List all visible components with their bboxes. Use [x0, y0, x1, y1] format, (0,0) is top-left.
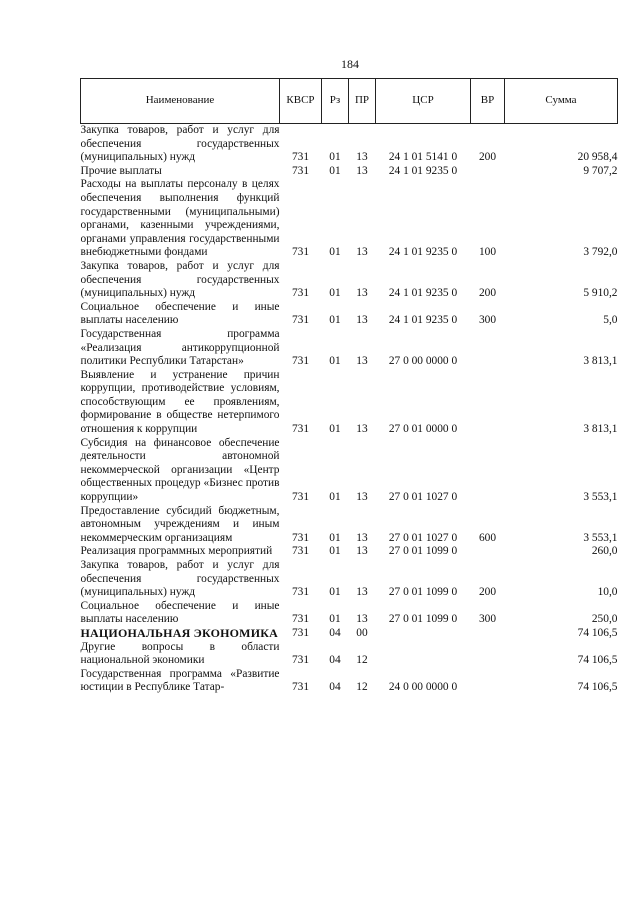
table-row [81, 301, 618, 328]
row-name: Субсидия на финансовое обеспечение деятельности автономной некоммерческой организации «Центр общественных процедур «Бизнес против коррупции» [80, 436, 280, 504]
row-kvsr: 731 [291, 423, 310, 436]
row-sum: 74 106,5 [577, 681, 618, 694]
row-csr [376, 641, 471, 668]
row-kvsr: 731 [291, 586, 310, 599]
row-csr: 24 0 00 0000 0 [388, 681, 458, 694]
row-csr: 27 0 01 1099 0 [388, 545, 458, 558]
table-row [81, 627, 618, 641]
table-row [81, 668, 618, 695]
row-name: Реализация программных мероприятий [80, 545, 273, 558]
row-rz: 01 [329, 491, 341, 504]
row-sum: 74 106,5 [577, 626, 618, 639]
header-name: Наименование [81, 79, 280, 124]
row-pr: 00 [356, 626, 368, 639]
row-rz: 01 [329, 287, 341, 300]
row-name: Предоставление субсидий бюджетным, автономным учреждениям и иным некоммерческим организациям [80, 504, 280, 544]
row-sum: 20 958,4 [577, 151, 618, 164]
row-csr [376, 627, 471, 641]
row-name: Социальное обеспечение и иные выплаты населению [80, 300, 280, 327]
header-vr: ВР [471, 79, 505, 124]
row-name: Другие вопросы в области национальной экономики [80, 640, 280, 667]
row-name: Выявление и устранение причин коррупции, противодействие условиям, способствующим ее проявлениям, формирование в обществе нетерпимого отношения к коррупции [80, 368, 280, 436]
row-vr [471, 369, 505, 437]
row-rz: 01 [329, 545, 341, 558]
row-pr: 13 [356, 164, 368, 177]
row-kvsr: 731 [291, 613, 310, 626]
row-sum: 9 707,2 [583, 164, 618, 177]
row-vr: 100 [478, 246, 497, 259]
row-pr: 13 [356, 586, 368, 599]
row-csr: 27 0 01 1027 0 [388, 491, 458, 504]
row-vr [471, 328, 505, 369]
row-pr: 13 [356, 423, 368, 436]
row-sum: 74 106,5 [577, 654, 618, 667]
table-row [81, 165, 618, 179]
row-csr: 27 0 01 1099 0 [388, 613, 458, 626]
row-vr [471, 545, 505, 559]
row-name: Расходы на выплаты персоналу в целях обеспечения выполнения функций государственными (муниципальными) органами, казенными учреждениями, органами управления государственными внебюджетными фондами [80, 178, 280, 259]
row-kvsr: 731 [291, 287, 310, 300]
row-sum: 3 553,1 [583, 531, 618, 544]
row-rz: 01 [329, 531, 341, 544]
row-csr: 27 0 00 0000 0 [388, 355, 458, 368]
table-row [81, 559, 618, 600]
row-name: Закупка товаров, работ и услуг для обеспечения государственных (муниципальных) нужд [80, 124, 280, 164]
table-header-row [81, 79, 618, 124]
row-rz: 04 [329, 626, 341, 639]
row-vr [471, 627, 505, 641]
row-rz: 04 [329, 654, 341, 667]
row-name: Государственная программа «Реализация антикоррупционной политики Республики Татарстан» [80, 327, 280, 368]
table-row [81, 641, 618, 668]
header-kvsr: КВСР [280, 79, 322, 124]
row-vr: 600 [478, 531, 497, 544]
table-row [81, 124, 618, 165]
row-sum: 3 553,1 [583, 491, 618, 504]
row-pr: 13 [356, 151, 368, 164]
table-row [81, 505, 618, 546]
row-kvsr: 731 [291, 531, 310, 544]
row-sum: 3 813,1 [583, 423, 618, 436]
row-vr: 300 [478, 314, 497, 327]
row-name: Государственная программа «Развитие юстиции в Республике Татар- [80, 667, 280, 694]
row-sum: 3 792,0 [583, 246, 618, 259]
row-pr: 13 [356, 531, 368, 544]
table-row [81, 260, 618, 301]
row-name: Закупка товаров, работ и услуг для обеспечения государственных (муниципальных) нужд [80, 559, 280, 599]
header-rz: Рз [322, 79, 349, 124]
row-pr: 13 [356, 355, 368, 368]
row-vr: 200 [478, 586, 497, 599]
table-row [81, 369, 618, 437]
budget-table [80, 78, 618, 695]
row-pr: 13 [356, 246, 368, 259]
row-rz: 01 [329, 164, 341, 177]
row-pr: 12 [356, 681, 368, 694]
row-vr: 200 [478, 151, 497, 164]
row-sum: 260,0 [591, 545, 618, 558]
row-name: НАЦИОНАЛЬНАЯ ЭКОНОМИКА [80, 625, 279, 640]
table-body [81, 124, 618, 695]
row-kvsr: 731 [291, 355, 310, 368]
header-csr: ЦСР [376, 79, 471, 124]
table-row [81, 600, 618, 627]
row-kvsr: 731 [291, 626, 310, 639]
row-kvsr: 731 [291, 491, 310, 504]
header-sum: Сумма [505, 79, 618, 124]
row-name: Социальное обеспечение и иные выплаты населению [80, 599, 280, 626]
table-row [81, 437, 618, 505]
row-pr: 13 [356, 613, 368, 626]
row-vr [471, 641, 505, 668]
header-pr: ПР [349, 79, 376, 124]
row-kvsr: 731 [291, 151, 310, 164]
row-name: Закупка товаров, работ и услуг для обеспечения государственных (муниципальных) нужд [80, 259, 280, 300]
row-kvsr: 731 [291, 654, 310, 667]
row-csr: 24 1 01 9235 0 [388, 287, 458, 300]
row-rz: 01 [329, 314, 341, 327]
row-sum: 10,0 [597, 586, 618, 599]
row-pr: 12 [356, 654, 368, 667]
row-vr [471, 668, 505, 695]
row-csr: 24 1 01 9235 0 [388, 246, 458, 259]
row-csr: 24 1 01 9235 0 [388, 164, 458, 177]
row-rz: 01 [329, 355, 341, 368]
row-rz: 04 [329, 681, 341, 694]
table-row [81, 328, 618, 369]
row-kvsr: 731 [291, 314, 310, 327]
row-rz: 01 [329, 423, 341, 436]
row-pr: 13 [356, 491, 368, 504]
row-name: Прочие выплаты [80, 164, 162, 177]
row-rz: 01 [329, 246, 341, 259]
row-pr: 13 [356, 287, 368, 300]
row-vr [471, 165, 505, 179]
row-csr: 27 0 01 1027 0 [388, 531, 458, 544]
row-pr: 13 [356, 314, 368, 327]
row-kvsr: 731 [291, 681, 310, 694]
row-kvsr: 731 [291, 164, 310, 177]
row-csr: 27 0 01 1099 0 [388, 586, 458, 599]
page-number: 184 [341, 57, 359, 71]
row-sum: 5 910,2 [583, 287, 618, 300]
table-row [81, 178, 618, 260]
row-csr: 24 1 01 5141 0 [388, 151, 458, 164]
table-row [81, 545, 618, 559]
row-sum: 3 813,1 [583, 355, 618, 368]
row-rz: 01 [329, 613, 341, 626]
row-rz: 01 [329, 151, 341, 164]
row-kvsr: 731 [291, 246, 310, 259]
row-vr [471, 437, 505, 505]
row-vr: 200 [478, 287, 497, 300]
row-rz: 01 [329, 586, 341, 599]
row-csr: 24 1 01 9235 0 [388, 314, 458, 327]
row-pr: 13 [356, 545, 368, 558]
row-vr: 300 [478, 613, 497, 626]
row-kvsr: 731 [291, 545, 310, 558]
row-sum: 250,0 [591, 613, 618, 626]
row-csr: 27 0 01 0000 0 [388, 423, 458, 436]
row-sum: 5,0 [603, 314, 618, 327]
